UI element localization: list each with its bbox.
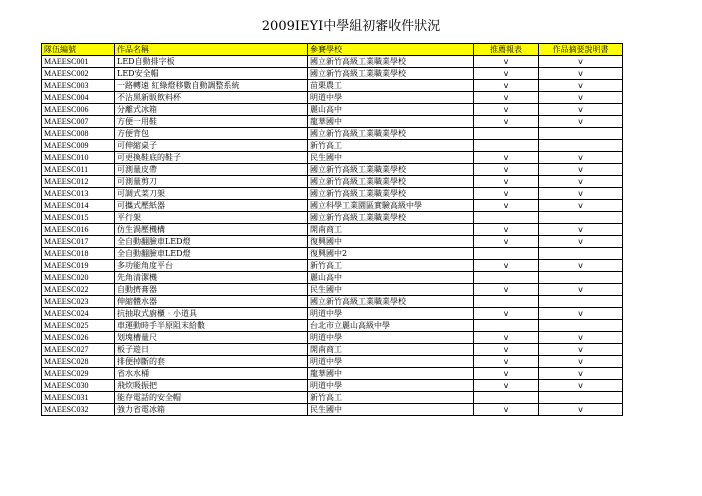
work-name-cell[interactable]: 仿生渦壓機構	[115, 224, 308, 236]
school-cell[interactable]: 復興國中2	[308, 248, 474, 260]
recommendation-mark-cell[interactable]	[474, 248, 539, 260]
summary-mark-cell[interactable]: v	[539, 164, 623, 176]
work-name-cell[interactable]: 方便背包	[115, 128, 308, 140]
school-cell[interactable]: 民生國中	[308, 404, 474, 416]
table-row	[42, 332, 623, 344]
work-name-cell[interactable]: LED安全帽	[115, 68, 308, 80]
submission-table	[41, 43, 623, 416]
team-id-cell[interactable]: MAEESC029	[42, 368, 115, 380]
school-cell[interactable]: 國立新竹高級工業職業學校	[308, 296, 474, 308]
team-id-cell[interactable]: MAEESC016	[42, 224, 115, 236]
recommendation-mark-cell[interactable]	[474, 272, 539, 284]
school-cell[interactable]: 新竹高工	[308, 392, 474, 404]
school-cell[interactable]: 開南商工	[308, 224, 474, 236]
summary-mark-cell[interactable]: v	[539, 68, 623, 80]
work-name-cell[interactable]: 強力省電冰箱	[115, 404, 308, 416]
school-cell[interactable]: 龍華國中	[308, 116, 474, 128]
recommendation-mark-cell[interactable]: v	[474, 308, 539, 320]
summary-mark-cell[interactable]	[539, 212, 623, 224]
table-row	[42, 224, 623, 236]
team-id-cell[interactable]: MAEESC026	[42, 332, 115, 344]
recommendation-mark-cell[interactable]: v	[474, 92, 539, 104]
school-cell[interactable]: 明道中學	[308, 332, 474, 344]
work-name-cell[interactable]: 車運動時手半原阻末給數	[115, 320, 308, 332]
team-id-cell[interactable]: MAEESC012	[42, 176, 115, 188]
team-id-cell[interactable]: MAEESC004	[42, 92, 115, 104]
school-cell[interactable]: 國立新竹高級工業職業學校	[308, 176, 474, 188]
column-header-work-name[interactable]: 作品名稱	[115, 44, 308, 56]
table-row	[42, 152, 623, 164]
team-id-cell[interactable]: MAEESC002	[42, 68, 115, 80]
school-cell[interactable]: 台北市立麗山高級中學	[308, 320, 474, 332]
recommendation-mark-cell[interactable]: v	[474, 176, 539, 188]
work-name-cell[interactable]: LED自動排字板	[115, 56, 308, 68]
work-name-cell[interactable]: 飛炊吸振把	[115, 380, 308, 392]
table-row	[42, 212, 623, 224]
school-cell[interactable]: 國立新竹高級工業職業學校	[308, 68, 474, 80]
summary-mark-cell[interactable]: v	[539, 284, 623, 296]
work-name-cell[interactable]: 省水水桶	[115, 368, 308, 380]
team-id-cell[interactable]: MAEESC011	[42, 164, 115, 176]
team-id-cell[interactable]: MAEESC008	[42, 128, 115, 140]
table-row	[42, 296, 623, 308]
table-row	[42, 176, 623, 188]
table-row	[42, 404, 623, 416]
work-name-cell[interactable]: 分離式冰箱	[115, 104, 308, 116]
school-cell[interactable]: 苗栗農工	[308, 80, 474, 92]
team-id-cell[interactable]: MAEESC001	[42, 56, 115, 68]
summary-mark-cell[interactable]	[539, 320, 623, 332]
table-row	[42, 92, 623, 104]
summary-mark-cell[interactable]: v	[539, 200, 623, 212]
team-id-cell[interactable]: MAEESC003	[42, 80, 115, 92]
team-id-cell[interactable]: MAEESC010	[42, 152, 115, 164]
school-cell[interactable]: 明道中學	[308, 92, 474, 104]
work-name-cell[interactable]: 板子遊日	[115, 344, 308, 356]
table-row	[42, 200, 623, 212]
summary-mark-cell[interactable]: v	[539, 368, 623, 380]
table-row	[42, 344, 623, 356]
team-id-cell[interactable]: MAEESC014	[42, 200, 115, 212]
recommendation-mark-cell[interactable]: v	[474, 404, 539, 416]
table-row	[42, 272, 623, 284]
recommendation-mark-cell[interactable]: v	[474, 104, 539, 116]
work-name-cell[interactable]: 可更換鞋底的鞋子	[115, 152, 308, 164]
summary-mark-cell[interactable]: v	[539, 92, 623, 104]
work-name-cell[interactable]: 能存電話的安全帽	[115, 392, 308, 404]
summary-mark-cell[interactable]	[539, 248, 623, 260]
recommendation-mark-cell[interactable]: v	[474, 356, 539, 368]
summary-mark-cell[interactable]: v	[539, 404, 623, 416]
team-id-cell[interactable]: MAEESC015	[42, 212, 115, 224]
school-cell[interactable]: 國立新竹高級工業職業學校	[308, 188, 474, 200]
summary-mark-cell[interactable]: v	[539, 308, 623, 320]
work-name-cell[interactable]: 可測量皮帶	[115, 164, 308, 176]
table-row	[42, 380, 623, 392]
summary-mark-cell[interactable]: v	[539, 80, 623, 92]
column-header-team-id[interactable]: 隊伍編號	[42, 44, 115, 56]
school-cell[interactable]: 復興國中	[308, 236, 474, 248]
recommendation-mark-cell[interactable]: v	[474, 188, 539, 200]
recommendation-mark-cell[interactable]	[474, 212, 539, 224]
school-cell[interactable]: 新竹高工	[308, 140, 474, 152]
school-cell[interactable]: 麗山高中	[308, 272, 474, 284]
table-row	[42, 56, 623, 68]
work-name-cell[interactable]: 划塊槽量尺	[115, 332, 308, 344]
team-id-cell[interactable]: MAEESC007	[42, 116, 115, 128]
team-id-cell[interactable]: MAEESC009	[42, 140, 115, 152]
school-cell[interactable]: 民生國中	[308, 284, 474, 296]
summary-mark-cell[interactable]: v	[539, 260, 623, 272]
recommendation-mark-cell[interactable]: v	[474, 236, 539, 248]
recommendation-mark-cell[interactable]: v	[474, 284, 539, 296]
school-cell[interactable]: 國立新竹高級工業職業學校	[308, 56, 474, 68]
school-cell[interactable]: 新竹高工	[308, 260, 474, 272]
team-id-cell[interactable]: MAEESC017	[42, 236, 115, 248]
recommendation-mark-cell[interactable]	[474, 320, 539, 332]
table-row	[42, 68, 623, 80]
recommendation-mark-cell[interactable]: v	[474, 224, 539, 236]
team-id-cell[interactable]: MAEESC027	[42, 344, 115, 356]
school-cell[interactable]: 國立新竹高級工業職業學校	[308, 164, 474, 176]
summary-mark-cell[interactable]: v	[539, 224, 623, 236]
summary-mark-cell[interactable]: v	[539, 236, 623, 248]
table-row	[42, 164, 623, 176]
table-row	[42, 368, 623, 380]
school-cell[interactable]: 國立新竹高級工業職業學校	[308, 128, 474, 140]
table-row	[42, 284, 623, 296]
recommendation-mark-cell[interactable]: v	[474, 80, 539, 92]
team-id-cell[interactable]: MAEESC013	[42, 188, 115, 200]
work-name-cell[interactable]: 抗抽取式廚櫃‧小道具	[115, 308, 308, 320]
summary-mark-cell[interactable]: v	[539, 332, 623, 344]
table-row	[42, 116, 623, 128]
work-name-cell[interactable]: 平行架	[115, 212, 308, 224]
recommendation-mark-cell[interactable]: v	[474, 200, 539, 212]
summary-mark-cell[interactable]	[539, 272, 623, 284]
summary-mark-cell[interactable]	[539, 128, 623, 140]
table-row	[42, 392, 623, 404]
recommendation-mark-cell[interactable]: v	[474, 260, 539, 272]
recommendation-mark-cell[interactable]	[474, 296, 539, 308]
column-header-summary[interactable]: 作品摘要說明書	[539, 44, 623, 56]
recommendation-mark-cell[interactable]: v	[474, 68, 539, 80]
work-name-cell[interactable]: 排便掉斷的套	[115, 356, 308, 368]
recommendation-mark-cell[interactable]	[474, 392, 539, 404]
recommendation-mark-cell[interactable]: v	[474, 116, 539, 128]
column-header-recommendation[interactable]: 推薦報表	[474, 44, 539, 56]
school-cell[interactable]: 明道中學	[308, 356, 474, 368]
team-id-cell[interactable]: MAEESC022	[42, 284, 115, 296]
table-row	[42, 80, 623, 92]
recommendation-mark-cell[interactable]: v	[474, 164, 539, 176]
recommendation-mark-cell[interactable]: v	[474, 152, 539, 164]
team-id-cell[interactable]: MAEESC028	[42, 356, 115, 368]
team-id-cell[interactable]: MAEESC025	[42, 320, 115, 332]
school-cell[interactable]: 麗山高中	[308, 104, 474, 116]
work-name-cell[interactable]: 可攜式壓紙器	[115, 200, 308, 212]
work-name-cell[interactable]: 先角清潔機	[115, 272, 308, 284]
school-cell[interactable]: 國立科學工業園區實驗高級中學	[308, 200, 474, 212]
summary-mark-cell[interactable]: v	[539, 176, 623, 188]
table-row	[42, 236, 623, 248]
table-body	[42, 56, 623, 416]
school-cell[interactable]: 國立新竹高級工業職業學校	[308, 212, 474, 224]
summary-mark-cell[interactable]: v	[539, 356, 623, 368]
recommendation-mark-cell[interactable]: v	[474, 332, 539, 344]
team-id-cell[interactable]: MAEESC024	[42, 308, 115, 320]
recommendation-mark-cell[interactable]: v	[474, 368, 539, 380]
team-id-cell[interactable]: MAEESC020	[42, 272, 115, 284]
work-name-cell[interactable]: 自動擠膏器	[115, 284, 308, 296]
work-name-cell[interactable]: 伸縮體水器	[115, 296, 308, 308]
table-row	[42, 104, 623, 116]
recommendation-mark-cell[interactable]	[474, 128, 539, 140]
recommendation-mark-cell[interactable]: v	[474, 380, 539, 392]
school-cell[interactable]: 龍華國中	[308, 368, 474, 380]
school-cell[interactable]: 明道中學	[308, 380, 474, 392]
school-cell[interactable]: 明道中學	[308, 308, 474, 320]
work-name-cell[interactable]: 全自動翻臉車LED燈	[115, 248, 308, 260]
table-row	[42, 128, 623, 140]
team-id-cell[interactable]: MAEESC006	[42, 104, 115, 116]
column-header-school[interactable]: 參賽學校	[308, 44, 474, 56]
table-row	[42, 188, 623, 200]
summary-mark-cell[interactable]: v	[539, 188, 623, 200]
summary-mark-cell[interactable]	[539, 140, 623, 152]
work-name-cell[interactable]: 可調式菜刀架	[115, 188, 308, 200]
work-name-cell[interactable]: 可伸縮桌子	[115, 140, 308, 152]
summary-mark-cell[interactable]: v	[539, 152, 623, 164]
recommendation-mark-cell[interactable]	[474, 140, 539, 152]
table-row	[42, 260, 623, 272]
summary-mark-cell[interactable]: v	[539, 56, 623, 68]
table-row	[42, 308, 623, 320]
work-name-cell[interactable]: 可測量剪刀	[115, 176, 308, 188]
table-row	[42, 320, 623, 332]
school-cell[interactable]: 民生國中	[308, 152, 474, 164]
work-name-cell[interactable]: 多功能角度平台	[115, 260, 308, 272]
sheet-title: 2009IEYI中學組初審收件狀況	[261, 19, 441, 34]
header-row	[42, 44, 623, 56]
recommendation-mark-cell[interactable]: v	[474, 344, 539, 356]
team-id-cell[interactable]: MAEESC019	[42, 260, 115, 272]
work-name-cell[interactable]: 不沾黑新販飲料杯	[115, 92, 308, 104]
work-name-cell[interactable]: 全自動翻臉車LED燈	[115, 236, 308, 248]
table-row	[42, 356, 623, 368]
team-id-cell[interactable]: MAEESC031	[42, 392, 115, 404]
table-row	[42, 140, 623, 152]
school-cell[interactable]: 開南商工	[308, 344, 474, 356]
team-id-cell[interactable]: MAEESC018	[42, 248, 115, 260]
summary-mark-cell[interactable]: v	[539, 380, 623, 392]
summary-mark-cell[interactable]: v	[539, 104, 623, 116]
work-name-cell[interactable]: 一路轉遠 紅綠燈移數自動調整系統	[115, 80, 308, 92]
table-row	[42, 248, 623, 260]
team-id-cell[interactable]: MAEESC030	[42, 380, 115, 392]
summary-mark-cell[interactable]	[539, 296, 623, 308]
team-id-cell[interactable]: MAEESC032	[42, 404, 115, 416]
summary-mark-cell[interactable]: v	[539, 344, 623, 356]
summary-mark-cell[interactable]: v	[539, 116, 623, 128]
work-name-cell[interactable]: 方便一用鞋	[115, 116, 308, 128]
recommendation-mark-cell[interactable]: v	[474, 56, 539, 68]
summary-mark-cell[interactable]	[539, 392, 623, 404]
team-id-cell[interactable]: MAEESC023	[42, 296, 115, 308]
